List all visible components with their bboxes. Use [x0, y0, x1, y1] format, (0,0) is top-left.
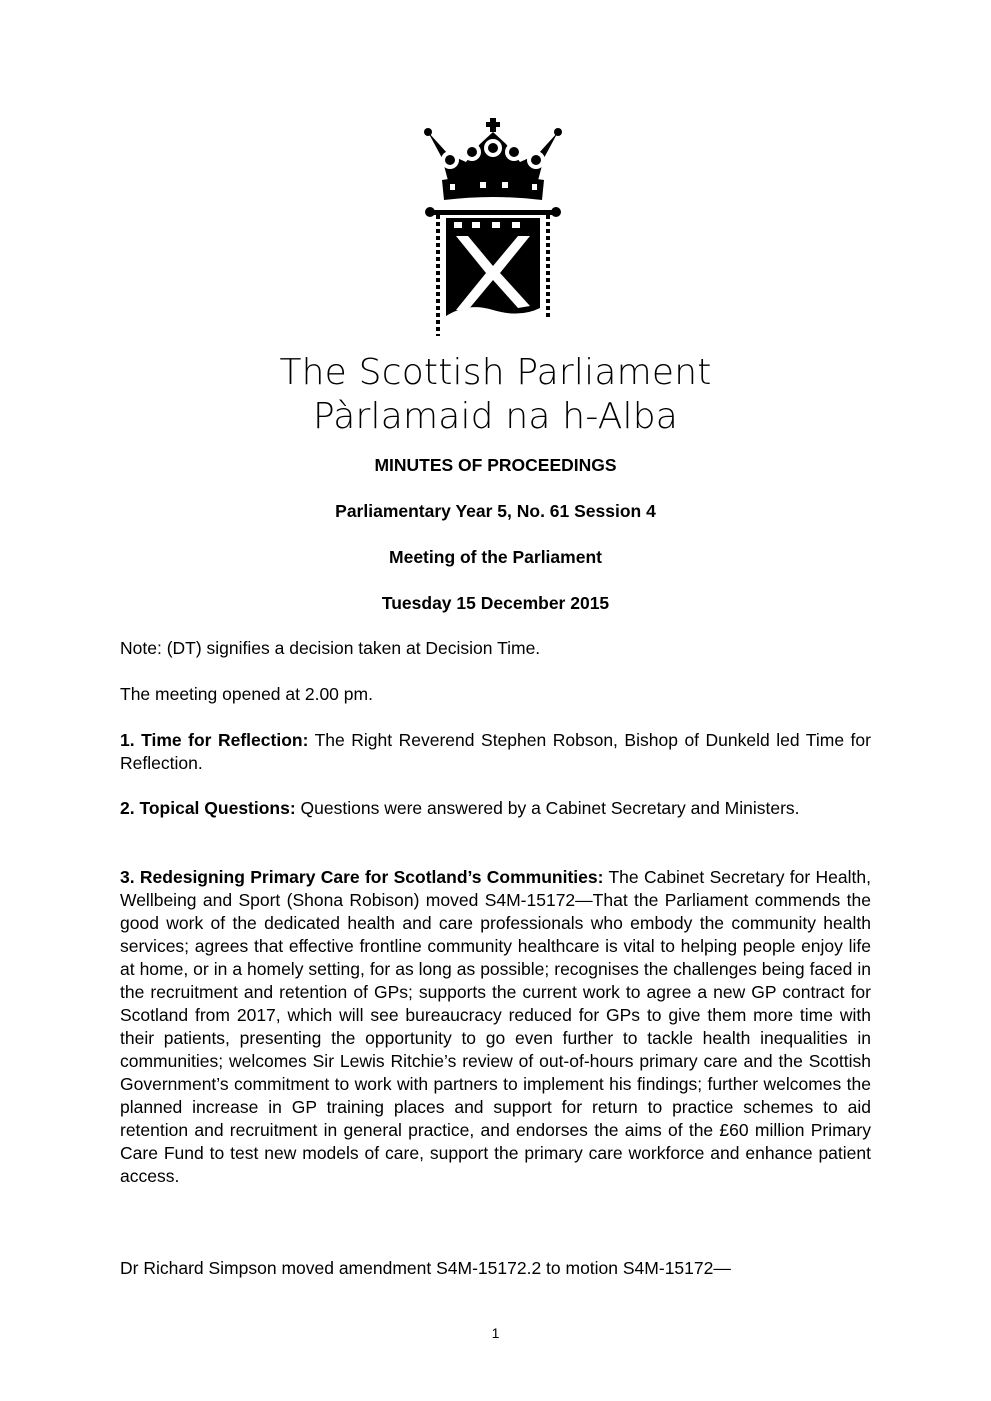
item-time-for-reflection: [120, 729, 871, 775]
amendment-paragraph: Dr Richard Simpson moved amendment S4M-15172.2 to motion S4M-15172—: [120, 1258, 731, 1278]
organisation-name-english: The Scottish Parliament: [279, 352, 712, 393]
item-text: The Cabinet Secretary for Health, Wellbeing and Sport (Shona Robison) moved S4M-15172—That the Parliament commends the good work of the dedicated health and care professionals who embody the community health services; agrees that effective frontline community healthcare is vital to helping people enjoy life at home, or in a homely setting, for as long as possible; recognises the challenges being faced in the recruitment and retention of GPs; supports the current work to agree a new GP contract for Scotland from 2017, which will see bureaucracy reduced for GPs to give them more time with their patients, presenting the opportunity to go even further to tackle health inequalities in communities; welcomes Sir Lewis Ritchie’s review of out-of-hours primary care and the Scottish Government’s commitment to work with partners to implement his findings; further welcomes the planned increase in GP training places and support for return to practice schemes to aid retention and recruitment in general practice, and endorses the aims of the £60 million Primary Care Fund to test new models of care, support the primary care workforce and enhance patient access.: [120, 867, 871, 1186]
crown-saltire-emblem-icon: [420, 118, 566, 340]
item-redesigning-primary-care: [120, 866, 871, 1188]
page-number: 1: [491, 1325, 500, 1341]
organisation-name-gaelic: Pàrlamaid na h-Alba: [312, 396, 679, 437]
item-text: Questions were answered by a Cabinet Secretary and Ministers.: [295, 798, 800, 818]
item-heading: 1. Time for Reflection:: [120, 730, 309, 750]
document-title: MINUTES OF PROCEEDINGS: [374, 455, 617, 475]
item-topical-questions: [120, 797, 871, 820]
meeting-title: Meeting of the Parliament: [389, 547, 602, 567]
parliamentary-year: Parliamentary Year 5, No. 61 Session 4: [335, 501, 656, 521]
opening-paragraph: The meeting opened at 2.00 pm.: [120, 684, 373, 704]
meeting-date: Tuesday 15 December 2015: [381, 593, 610, 613]
item-heading: 2. Topical Questions:: [120, 798, 296, 818]
item-text: The Right Reverend Stephen Robson, Bishop of Dunkeld led Time for Reflection.: [120, 730, 871, 773]
item-heading: 3. Redesigning Primary Care for Scotland’s Communities:: [120, 867, 604, 887]
note-paragraph: Note: (DT) signifies a decision taken at Decision Time.: [120, 638, 541, 658]
